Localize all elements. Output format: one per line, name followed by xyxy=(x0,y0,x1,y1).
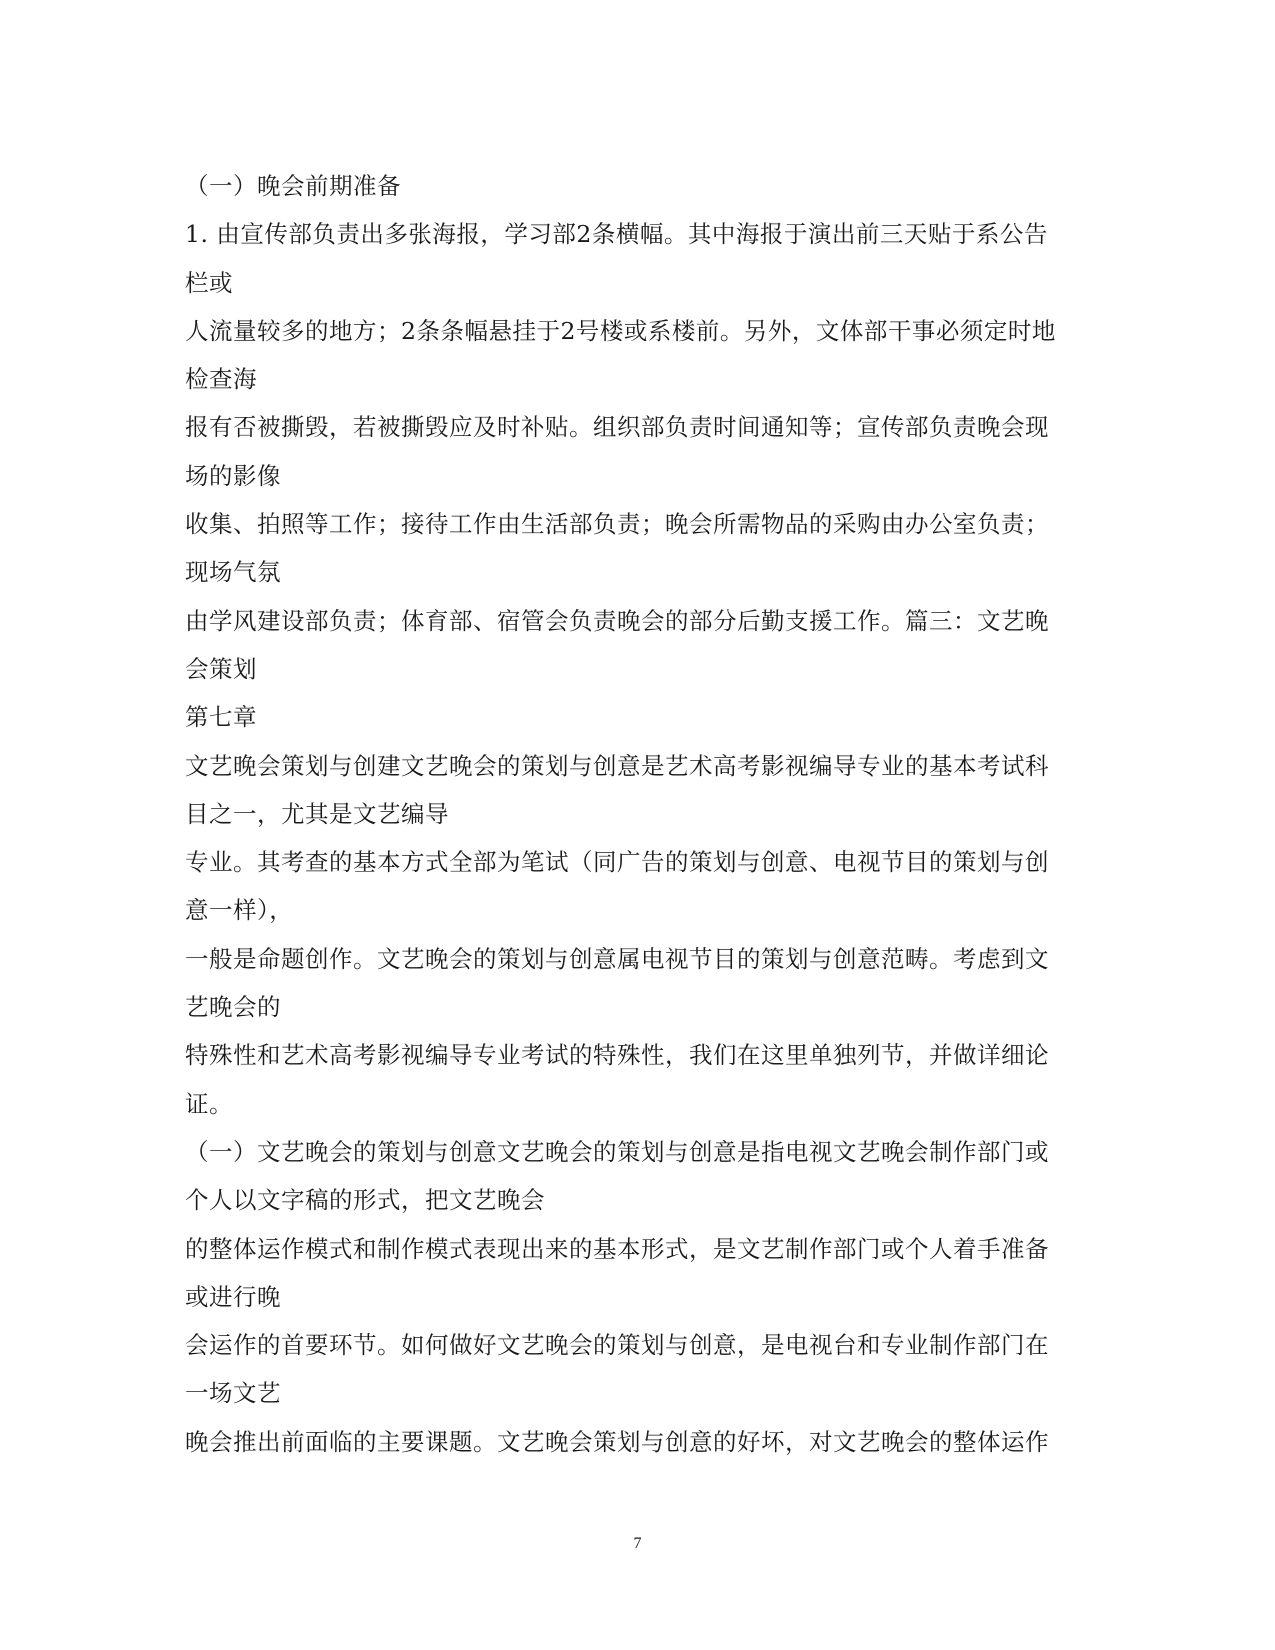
text-line: 特殊性和艺术高考影视编导专业考试的特殊性，我们在这里单独列节，并做详细论 xyxy=(185,1041,1049,1070)
body-text xyxy=(185,162,1085,1466)
text-line: 个人以文字稿的形式，把文艺晚会 xyxy=(185,1186,545,1215)
text-line: 意一样）， xyxy=(185,896,294,925)
text-line: 检查海 xyxy=(185,365,257,394)
text-line: 的整体运作模式和制作模式表现出来的基本形式，是文艺制作部门或个人着手准备 xyxy=(185,1234,1049,1263)
text-line: （一）文艺晚会的策划与创意文艺晚会的策划与创意是指电视文艺晚会制作部门或 xyxy=(185,1137,1049,1166)
section-heading: （一）晚会前期准备 xyxy=(185,172,401,200)
page-number: 7 xyxy=(633,1535,642,1552)
text-line: 一场文艺 xyxy=(185,1379,281,1408)
text-line: 会策划 xyxy=(185,654,257,683)
text-line: 人流量较多的地方；2条条幅悬挂于2号楼或系楼前。另外，文体部干事必须定时地 xyxy=(185,316,1056,345)
text-line: 1. 由宣传部负责出多张海报，学习部2条横幅。其中海报于演出前三天贴于系公告 xyxy=(185,220,1048,249)
text-line: 证。 xyxy=(185,1089,233,1118)
text-line: 一般是命题创作。文艺晚会的策划与创意属电视节目的策划与创意范畴。考虑到文 xyxy=(185,944,1049,973)
text-line: 目之一，尤其是文艺编导 xyxy=(185,799,449,828)
text-line: 专业。其考查的基本方式全部为笔试（同广告的策划与创意、电视节目的策划与创 xyxy=(185,848,1049,877)
text-line: 栏或 xyxy=(185,268,233,297)
text-line: 艺晚会的 xyxy=(185,993,281,1022)
text-line: 或进行晚 xyxy=(185,1282,281,1311)
text-line: 收集、拍照等工作；接待工作由生活部负责；晚会所需物品的采购由办公室负责； xyxy=(185,510,1049,539)
text-line: 场的影像 xyxy=(185,461,281,490)
text-line: 报有否被撕毁，若被撕毁应及时补贴。组织部负责时间通知等；宣传部负责晚会现 xyxy=(185,413,1049,442)
text-line: 现场气氛 xyxy=(185,558,281,587)
text-line: 由学风建设部负责；体育部、宿管会负责晚会的部分后勤支援工作。篇三：文艺晚 xyxy=(185,606,1049,635)
text-line: 会运作的首要环节。如何做好文艺晚会的策划与创意，是电视台和专业制作部门在 xyxy=(185,1331,1049,1360)
text-line: 晚会推出前面临的主要课题。文艺晚会策划与创意的好坏，对文艺晚会的整体运作 xyxy=(185,1427,1049,1456)
text-line: 文艺晚会策划与创建文艺晚会的策划与创意是艺术高考影视编导专业的基本考试科 xyxy=(185,751,1049,780)
chapter-heading: 第七章 xyxy=(185,703,257,732)
